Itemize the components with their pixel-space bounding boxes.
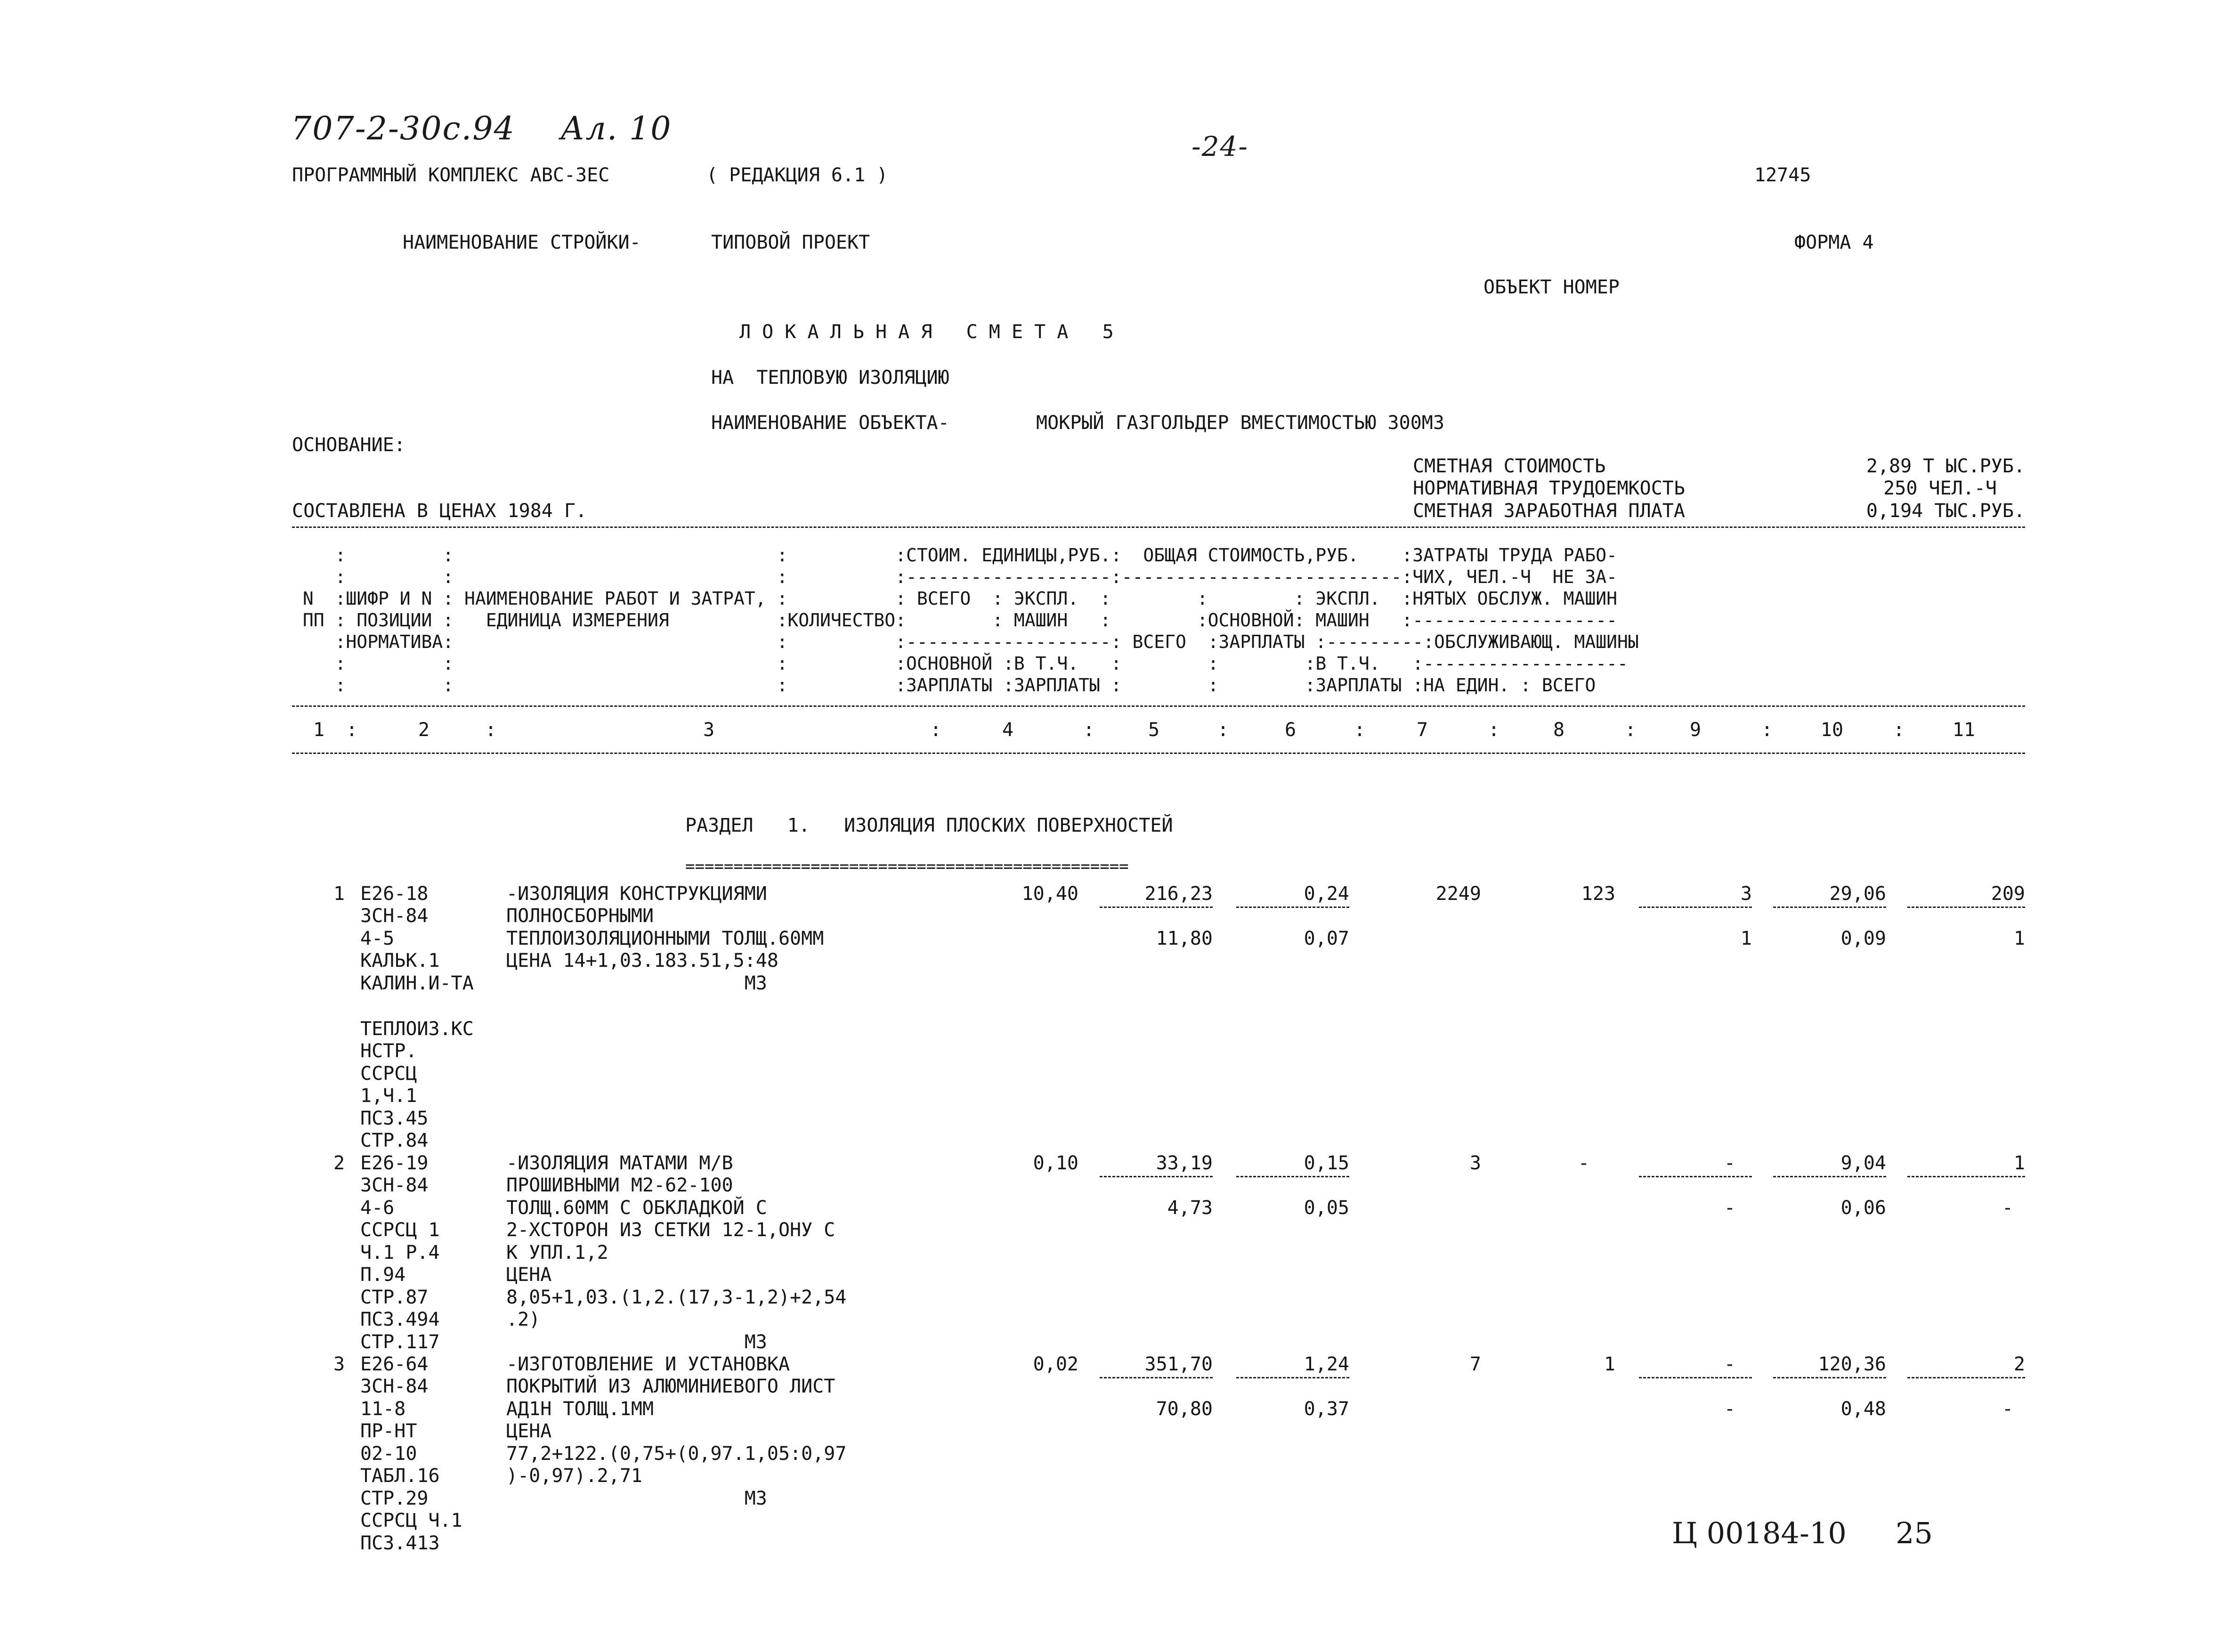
document-subtitle: НА ТЕПЛОВУЮ ИЗОЛЯЦИЮ (711, 367, 949, 389)
column-number: 7 (1416, 719, 1428, 741)
item-code-line: НСТР. (360, 1040, 417, 1062)
construction-label: НАИМЕНОВАНИЕ СТРОЙКИ- (403, 232, 641, 253)
column-separator: : (1893, 719, 1905, 741)
item-number: 3 (333, 1353, 345, 1375)
machine-labor-per-unit: 0,06 (1840, 1197, 1886, 1219)
cell-divider (1100, 1377, 1213, 1378)
item-description-line: 8,05+1,03.(1,2.(17,3-1,2)+2,54 (506, 1287, 847, 1308)
object-number: ОБЪЕКТ НОМЕР (1483, 276, 1620, 298)
item-code-line: ПС3.413 (360, 1532, 440, 1554)
column-number: 11 (1952, 719, 1976, 741)
item-code-line: 4-5 (360, 928, 395, 949)
summary-value-2: 250 ЧЕЛ.-Ч (1883, 478, 1997, 499)
archive-stamp: Ц 00184-10 (1672, 1516, 1847, 1550)
total-basic-wages: - (1578, 1152, 1589, 1174)
cell-divider (1639, 1176, 1752, 1177)
summary-value-3: 0,194 ТЫС.РУБ. (1866, 500, 2025, 522)
item-code-line: ССРСЦ (360, 1063, 417, 1085)
table-numbers-rule (292, 753, 2025, 754)
summary-value-1: 2,89 Т ЫС.РУБ. (1866, 455, 2025, 477)
item-code-line: ПС3.494 (360, 1309, 440, 1330)
object-name-value: МОКРЫЙ ГАЗГОЛЬДЕР ВМЕСТИМОСТЬЮ 300М3 (1036, 412, 1444, 434)
column-separator: : (1083, 719, 1095, 741)
cell-divider (1773, 1377, 1886, 1378)
total-cost: 2249 (1435, 883, 1481, 905)
total-machines: 3 (1740, 883, 1752, 905)
item-description-line: АД1Н ТОЛЩ.1ММ (506, 1398, 654, 1420)
item-description-line: -ИЗОЛЯЦИЯ КОНСТРУКЦИЯМИ (506, 883, 767, 905)
column-number: 5 (1148, 719, 1160, 741)
item-code-line: Ч.1 Р.4 (360, 1242, 440, 1263)
page-number: 25 (1896, 1516, 1933, 1550)
unit-cost-machines: 0,24 (1304, 883, 1349, 905)
total-machine-wages: - (1724, 1398, 1735, 1420)
item-code-line: 02-10 (360, 1443, 417, 1465)
column-number: 6 (1284, 719, 1297, 741)
labor-total: 1 (2013, 1152, 2025, 1174)
unit-cost-machine-wages: 0,05 (1304, 1197, 1349, 1219)
cell-divider (1639, 907, 1752, 908)
album-number: Ал. 10 (560, 110, 672, 147)
item-code-line: СТР.84 (360, 1130, 429, 1151)
table-header-row: : : : :СТОИМ. ЕДИНИЦЫ,РУБ.: ОБЩАЯ СТОИМОСТЬ,РУБ. :ЗАТРАТЫ ТРУДА РАБО- (292, 545, 1617, 566)
item-code-line: ПС3.45 (360, 1108, 429, 1129)
document-code: 707-2-30с.94 (291, 110, 515, 147)
total-basic-wages: 1 (1604, 1353, 1615, 1375)
column-separator: : (1761, 719, 1773, 741)
item-description-line: ПОЛНОСБОРНЫМИ (506, 905, 654, 927)
labor-per-unit: 9,04 (1840, 1152, 1886, 1174)
column-separator: : (346, 719, 358, 741)
cell-divider (1236, 1176, 1349, 1177)
item-description-line: 2-ХСТОРОН ИЗ СЕТКИ 12-1,ОНУ С (506, 1219, 835, 1241)
item-code-line: ЗСН-84 (360, 1376, 429, 1397)
item-description-line: М3 (506, 1331, 767, 1353)
column-number: 9 (1689, 719, 1702, 741)
item-code-line: ССРСЦ 1 (360, 1219, 440, 1241)
labor-per-unit: 120,36 (1818, 1353, 1886, 1375)
item-number: 2 (333, 1152, 345, 1174)
total-machine-wages: - (1724, 1197, 1735, 1219)
unit-cost-basic-wages: 11,80 (1156, 928, 1213, 949)
unit-cost-machine-wages: 0,37 (1304, 1398, 1349, 1420)
total-cost: 3 (1469, 1152, 1481, 1174)
cell-divider (1100, 1176, 1213, 1177)
unit-cost-machines: 1,24 (1304, 1353, 1349, 1375)
cell-divider (1907, 1176, 2025, 1177)
column-number: 1 (301, 719, 325, 741)
table-header-row: N :ШИФР И N : НАИМЕНОВАНИЕ РАБОТ И ЗАТРАТ, : : ВСЕГО : ЭКСПЛ. : : : ЭКСПЛ. :НЯТЫХ ОБСЛУЖ. МАШИН (292, 588, 1617, 609)
item-description-line: .2) (506, 1309, 541, 1330)
item-code-line: ТЕПЛОИЗ.КС (360, 1018, 474, 1040)
item-number: 1 (333, 883, 345, 905)
item-description-line: 77,2+122.(0,75+(0,97.1,05:0,97 (506, 1443, 847, 1465)
item-description-line: ЦЕНА (506, 1420, 552, 1442)
unit-cost-basic-wages: 70,80 (1156, 1398, 1213, 1420)
item-code-line: 1,Ч.1 (360, 1085, 417, 1107)
document-title: Л О К А Л Ь Н А Я С М Е Т А 5 (739, 321, 1114, 343)
construction-value: ТИПОВОЙ ПРОЕКТ (711, 232, 870, 253)
total-machines: - (1724, 1152, 1735, 1174)
total-machines: - (1724, 1353, 1735, 1375)
labor-total: 2 (2013, 1353, 2025, 1375)
unit-cost-basic-wages: 4,73 (1167, 1197, 1213, 1219)
item-description-line: ТОЛЩ.60ММ С ОБКЛАДКОЙ С (506, 1197, 767, 1219)
item-description-line: К УПЛ.1,2 (506, 1242, 608, 1263)
unit-cost-total: 33,19 (1156, 1152, 1213, 1174)
table-header-row: :НОРМАТИВА: : :-------------------: ВСЕГО :ЗАРПЛАТЫ :---------:ОБСЛУЖИВАЮЩ. МАШИНЫ (292, 632, 1639, 652)
doc-number: 12745 (1754, 164, 1811, 186)
summary-label-3: СМЕТНАЯ ЗАРАБОТНАЯ ПЛАТА (1413, 500, 1685, 522)
table-header-row: : : : :ОСНОВНОЙ :В Т.Ч. : : :В Т.Ч. :------------------- (292, 653, 1628, 674)
cell-divider (1773, 907, 1886, 908)
object-name-label: НАИМЕНОВАНИЕ ОБЪЕКТА- (711, 412, 949, 434)
machine-labor-per-unit: 0,09 (1840, 928, 1886, 949)
cell-divider (1907, 907, 2025, 908)
item-code-line: СТР.29 (360, 1488, 429, 1509)
column-separator: : (1217, 719, 1229, 741)
column-number: 4 (1002, 719, 1014, 741)
total-cost: 7 (1469, 1353, 1481, 1375)
item-code-line: ССРСЦ Ч.1 (360, 1510, 462, 1531)
item-code-line: ПР-НТ (360, 1420, 417, 1442)
item-code-line: КАЛИН.И-ТА (360, 972, 474, 994)
column-number: 2 (418, 719, 430, 741)
item-description-line: -ИЗОЛЯЦИЯ МАТАМИ М/В (506, 1152, 733, 1174)
cell-divider (1907, 1377, 2025, 1378)
labor-per-unit: 29,06 (1829, 883, 1886, 905)
item-code-line: 4-6 (360, 1197, 395, 1219)
item-code-line: ЗСН-84 (360, 905, 429, 927)
machine-labor-per-unit: 0,48 (1840, 1398, 1886, 1420)
item-code-line: Е26-64 (360, 1353, 429, 1375)
summary-label-1: СМЕТНАЯ СТОИМОСТЬ (1413, 455, 1606, 477)
section-rule: ============================================== (685, 857, 1129, 876)
item-code-line: Е26-18 (360, 883, 429, 905)
item-quantity: 0,02 (1033, 1353, 1078, 1375)
machine-labor-total: - (2002, 1398, 2013, 1420)
cell-divider (1236, 1377, 1349, 1378)
item-description-line: М3 (506, 972, 767, 994)
item-quantity: 10,40 (1021, 883, 1078, 905)
item-code-line: СТР.87 (360, 1287, 429, 1308)
item-code-line: КАЛЬК.1 (360, 950, 440, 972)
column-separator: : (485, 719, 497, 741)
table-header-row: : : : :-------------------:--------------------------:ЧИХ, ЧЕЛ.-Ч НЕ ЗА- (292, 567, 1617, 587)
item-code-line: СТР.117 (360, 1331, 440, 1353)
labor-total: 209 (1991, 883, 2025, 905)
table-header-row: ПП : ПОЗИЦИИ : ЕДИНИЦА ИЗМЕРЕНИЯ :КОЛИЧЕСТВО: : МАШИН : :ОСНОВНОЙ: МАШИН :------------------- (292, 610, 1617, 631)
table-header-row: : : : :ЗАРПЛАТЫ :ЗАРПЛАТЫ : : :ЗАРПЛАТЫ :НА ЕДИН. : ВСЕГО (292, 675, 1596, 696)
item-code-line: 11-8 (360, 1398, 406, 1420)
machine-labor-total: - (2002, 1197, 2013, 1219)
form-number: ФОРМА 4 (1794, 232, 1874, 253)
column-separator: : (930, 719, 942, 741)
prices-basis: СОСТАВЛЕНА В ЦЕНАХ 1984 Г. (292, 500, 587, 522)
column-separator: : (1625, 719, 1637, 741)
unit-cost-machine-wages: 0,07 (1304, 928, 1349, 949)
item-description-line: ЦЕНА 14+1,03.183.51,5:48 (506, 950, 778, 972)
item-code-line: П.94 (360, 1264, 406, 1286)
item-description-line: ТЕПЛОИЗОЛЯЦИОННЫМИ ТОЛЩ.60ММ (506, 928, 824, 949)
column-number: 3 (703, 719, 715, 741)
cell-divider (1639, 1377, 1752, 1378)
item-code-line: Е26-19 (360, 1152, 429, 1174)
cell-divider (1100, 907, 1213, 908)
total-machine-wages: 1 (1740, 928, 1752, 949)
item-description-line: )-0,97).2,71 (506, 1465, 642, 1487)
item-description-line: ПРОШИВНЫМИ М2-62-100 (506, 1174, 733, 1196)
machine-labor-total: 1 (2013, 928, 2025, 949)
item-description-line: ПОКРЫТИЙ ИЗ АЛЮМИНИЕВОГО ЛИСТ (506, 1376, 835, 1397)
unit-cost-machines: 0,15 (1304, 1152, 1349, 1174)
item-description-line: ЦЕНА (506, 1264, 552, 1286)
cell-divider (1773, 1176, 1886, 1177)
column-separator: : (1488, 719, 1500, 741)
item-quantity: 0,10 (1033, 1152, 1078, 1174)
program-name: ПРОГРАММНЫЙ КОМПЛЕКС АВС-ЗЕС (292, 164, 610, 186)
item-code-line: ТАБЛ.16 (360, 1465, 440, 1487)
column-number: 8 (1553, 719, 1565, 741)
column-number: 10 (1820, 719, 1844, 741)
item-description-line: М3 (506, 1488, 767, 1509)
section-title: РАЗДЕЛ 1. ИЗОЛЯЦИЯ ПЛОСКИХ ПОВЕРХНОСТЕЙ (685, 815, 1173, 836)
table-header-rule (292, 705, 2025, 707)
basis-label: ОСНОВАНИЕ: (292, 434, 405, 456)
total-basic-wages: 123 (1581, 883, 1615, 905)
column-separator: : (1354, 719, 1366, 741)
cell-divider (1236, 907, 1349, 908)
edition: ( РЕДАКЦИЯ 6.1 ) (706, 164, 888, 186)
item-code-line: ЗСН-84 (360, 1174, 429, 1196)
item-description-line: -ИЗГОТОВЛЕНИЕ И УСТАНОВКА (506, 1353, 790, 1375)
page-marker: -24- (1192, 130, 1248, 162)
summary-label-2: НОРМАТИВНАЯ ТРУДОЕМКОСТЬ (1413, 478, 1685, 499)
unit-cost-total: 351,70 (1144, 1353, 1213, 1375)
unit-cost-total: 216,23 (1144, 883, 1213, 905)
table-top-rule (292, 526, 2025, 528)
